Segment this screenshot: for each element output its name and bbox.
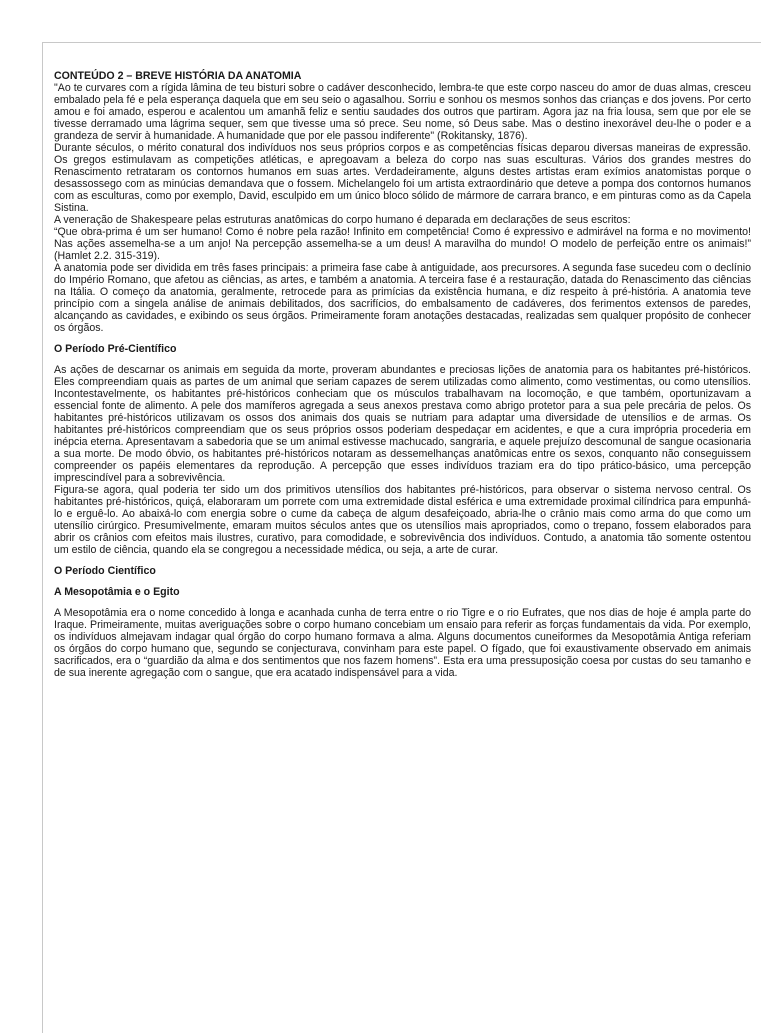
hamlet-quote: “Que obra-prima é um ser humano! Como é nobre pela razão! Infinito em competência! Como é expressivo e admirável na forma e no movimento! Nas ações assemelha-se a um anjo! Na percepção assemelha-se a um deus! A maravilha do mundo! O modelo de perfeição entre os animais!” (Hamlet 2.2. 315-319).: [54, 226, 751, 262]
paragraph: Figura-se agora, qual poderia ter sido um dos primitivos utensílios dos habitantes pré-históricos, para observar o sistema nervoso central. Os habitantes pré-históricos, quiçá, elaboraram um porrete com uma extremidade distal esférica e uma extremidade proximal cilíndrica para empunhá-lo e erguê-lo. Ao abaixá-lo com energia sobre o cume da cabeça de algum desafeiçoado, abria-lhe o crânio mais como arma do que como um utensílio cirúrgico. Presumivelmente, emaram muitos séculos antes que os utensílios mais apropriados, como o trepano, fossem elaborados para abrir os crânios com efeitos mais ilustres, curativo, para comodidade, e sobrevivência dos indivíduos. Contudo, a anatomia tão somente ostentou um estilo de ciência, quando ela se congregou a necessidade médica, ou seja, a arte de curar.: [54, 484, 751, 556]
paragraph: A veneração de Shakespeare pelas estruturas anatômicas do corpo humano é deparada em declarações de seus escritos:: [54, 214, 631, 226]
paragraph: A anatomia pode ser dividida em três fases principais: a primeira fase cabe à antiguidade, aos precursores. A segunda fase sucedeu com o declínio do Império Romano, que afetou as ciências, as artes, e também a anatomia. A terceira fase é a restauração, datada do Renascimento das ciências na Itália. O começo da anatomia, geralmente, retrocede para as primícias da existência humana, e diz respeito à pré-história. A anatomia teve princípio com a singela análise de animais debilitados, dos sacrifícios, do embalsamento de cadáveres, dos ferimentos extensos de paredes, alcançando as cavidades, e exibindo os seus órgãos. Primeiramente foram anotações destacadas, realizadas sem qualquer propósito de conhecer os órgãos.: [54, 262, 751, 334]
document-page: [42, 42, 761, 1033]
epigraph-quote: "Ao te curvares com a rígida lâmina de teu bisturi sobre o cadáver desconhecido, lembra-te que este corpo nasceu do amor de duas almas, cresceu embalado pela fé e pela esperança daquela que em seu seio o agasalhou. Sorriu e sonhou os mesmos sonhos das crianças e dos jovens. Por certo amou e foi amado, esperou e acalentou um amanhã feliz e sentiu saudades dos outros que partiram. Agora jaz na fria lousa, sem que por ele se tivesse derramado uma lágrima sequer, sem que tivesse uma só prece. Seu nome, só Deus sabe. Mas o destino inexorável deu-lhe o poder e a grandeza de servir à humanidade. A humanidade que por ele passou indiferente" (Rokitansky, 1876).: [54, 82, 751, 142]
paragraph: A Mesopotâmia era o nome concedido à longa e acanhada cunha de terra entre o rio Tigre e o rio Eufrates, que nos dias de hoje é ampla parte do Iraque. Primeiramente, muitas averiguações sobre o corpo humano concebiam um ensaio para referir as forças fundamentais da vida. Por exemplo, os indivíduos almejavam indagar qual órgão do corpo humano formava a alma. Alguns documentos cuneiformes da Mesopotâmia Antiga referiam os órgãos do corpo humano que, segundo se conjecturava, convinham para este papel. O fígado, que foi exaustivamente observado em animais sacrificados, era o “guardião da alma e dos sentimentos que nos fazem homens”. Esta era uma pressuposição coesa por custas do seu tamanho e de sua inerente agregação com o sangue, que era acatado indispensável para a vida.: [54, 607, 751, 679]
page-content: [54, 70, 751, 679]
paragraph: As ações de descarnar os animais em seguida da morte, proveram abundantes e preciosas lições de anatomia para os habitantes pré-históricos. Eles compreendiam quais as partes de um animal que seriam capazes de serem utilizadas como alimento, como vestimentas, ou como utensílios. Incontestavelmente, os habitantes pré-históricos conheciam que os músculos trabalhavam na locomoção, e que também, oportunizavam a essencial fonte de alimento. A pele dos mamíferos agregada a seus anexos prestava como abrigo protetor para a sua pele precária de pelos. Os habitantes pré-históricos utilizavam os ossos dos animais dos quais se nutriam para adaptar uma diversidade de utensílios e de armas. Os habitantes pré-históricos compreendiam que os seus próprios ossos poderiam despedaçar em acidentes, e que a cura imprópria procederia em inépcia eterna. Apresentavam a sabedoria que se um animal estivesse machucado, sangraria, e aquele prejuízo descomunal de sangue ocasionaria a sua morte. De modo óbvio, os habitantes pré-históricos notaram as dessemelhanças anatômicas entre os sexos, conquanto não conseguissem compreender os papéis elementares da reprodução. A percepção que esses indivíduos traziam era do tipo prático-básico, uma percepção imprescindível para a sobrevivência.: [54, 364, 751, 484]
page-title: CONTEÚDO 2 – BREVE HISTÓRIA DA ANATOMIA: [54, 70, 302, 82]
subsection-heading: A Mesopotâmia e o Egito: [54, 586, 180, 598]
section-heading: O Período Científico: [54, 565, 156, 577]
paragraph: Durante séculos, o mérito conatural dos indivíduos nos seus próprios corpos e as competências físicas deparou diversas maneiras de expressão. Os gregos estimulavam as competições atléticas, e apregoavam a beleza do corpo nas suas esculturas. Vários dos grandes mestres do Renascimento retrataram os contornos humanos em suas artes. Verdadeiramente, alguns destes artistas eram exímios anatomistas porque o desassossego com as minúcias demandava que o fossem. Michelangelo foi um artista extraordinário que deteve a pompa dos contornos humanos com as esculturas, como por exemplo, David, esculpido em um único bloco sólido de mármore de carrara branco, e em pinturas como as da Capela Sistina.: [54, 142, 751, 214]
section-heading: O Período Pré-Científico: [54, 343, 177, 355]
